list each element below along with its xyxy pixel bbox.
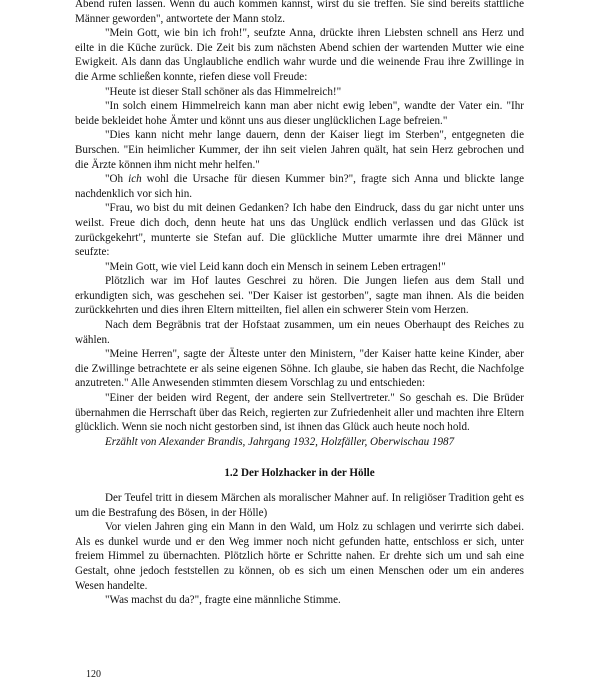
paragraph: "In solch einem Himmelreich kann man aber nicht ewig leben", wandte der Vater ein. "Ihr beide bekleidet hohe Ämter und könnt uns aus dieser unglücklichen Lage befreien." <box>75 100 524 127</box>
question-start: "Oh <box>105 173 129 186</box>
paragraph: "Meine Herren", sagte der Älteste unter den Ministern, "der Kaiser hatte keine Kinder, aber die Zwillinge betrachtete er als seine eigenen Söhne. Ich glaube, sie haben das Recht, die Nachfolge anzutreten." Alle Anwesenden stimmten diesem Vorschlag zu und entschieden: <box>75 348 524 390</box>
paragraph: Abend rufen lassen. Wenn du auch kommen kannst, wirst du sie treffen. Sie sind bereits stattliche Männer geworden", antwortete der Mann stolz. <box>75 0 524 25</box>
question-end: wohl die Ursache für diesen Kummer bin?", fragte sich Anna und blickte lange nachdenklich vor sich hin. <box>75 173 524 200</box>
page-number: 120 <box>86 669 101 680</box>
section-heading: 1.2 Der Holzhacker in der Hölle <box>224 467 375 479</box>
story-credit: Erzählt von Alexander Brandis, Jahrgang 1932, Holzfäller, Oberwischau 1987 <box>105 435 455 448</box>
paragraph-question <box>75 172 524 201</box>
paragraph: Der Teufel tritt in diesem Märchen als moralischer Mahner auf. In religiöser Tradition geht es um die Bestrafung des Bösen, in der Hölle) <box>75 492 524 519</box>
paragraph: Nach dem Begräbnis trat der Hofstaat zusammen, um ein neues Oberhaupt des Reiches zu wählen. <box>75 319 524 346</box>
paragraph: "Frau, wo bist du mit deinen Gedanken? Ich habe den Eindruck, dass du gar nicht unter uns weilst. Freue dich doch, denn heute hat uns das Unglück endlich verlassen und das Glück ist zurückgekehrt", munterte sie Stefan auf. Die glückliche Mutter umarmte ihre drei Männer und seufzte: <box>75 202 524 259</box>
paragraph: "Was machst du da?", fragte eine männliche Stimme. <box>105 594 341 607</box>
paragraph: "Dies kann nicht mehr lange dauern, denn der Kaiser liegt im Sterben", entgegneten die Burschen. "Ein heimlicher Kummer, der ihn seit vielen Jahren quält, hat sein Herz gebrochen und die Ärzte können ihm nicht mehr helfen." <box>75 129 524 171</box>
story-text <box>75 0 524 449</box>
paragraph: Plötzlich war im Hof lautes Geschrei zu hören. Die Jungen liefen aus dem Stall und erkundigten sich, was geschehen sei. "Der Kaiser ist gestorben", sagte man ihnen. Als die beiden zurückkehrten und dies ihren Eltern mitteilten, fiel allen ein schwerer Stein vom Herzen. <box>75 275 524 317</box>
question-emphasis: ich <box>128 173 142 186</box>
paragraph: "Mein Gott, wie viel Leid kann doch ein Mensch in seinem Leben ertragen!" <box>105 260 446 273</box>
paragraph: Vor vielen Jahren ging ein Mann in den Wald, um Holz zu schlagen und verirrte sich dabei. Als es dunkel wurde und er den Weg immer noch nicht gefunden hatte, entschloss er sich, unter freiem Himmel zu übernachten. Plötzlich hörte er Schritte nahen. Er drehte sich um und sah eine Gestalt, ohne jedoch feststellen zu können, ob es sich um einen Menschen oder um ein anderes Wesen handelte. <box>75 521 524 592</box>
section-text <box>75 491 524 608</box>
paragraph: "Heute ist dieser Stall schöner als das Himmelreich!" <box>105 85 342 98</box>
paragraph: "Mein Gott, wie bin ich froh!", seufzte Anna, drückte ihren Liebsten schnell ans Herz und eilte in die Küche zurück. Die Zeit bis zum nächsten Abend schien der wartenden Mutter wie eine Ewigkeit. Als dann das Unglaubliche endlich wahr wurde und die weinende Frau ihre Zwillinge in die Arme schließen konnte, riefen diese voll Freude: <box>75 27 524 83</box>
paragraph: "Einer der beiden wird Regent, der andere sein Stellvertreter." So geschah es. Die Brüder übernahmen die Herrschaft über das Reich, regierten zur Zufriedenheit aller und machten ihre Eltern glücklich. Wenn sie noch nicht gestorben sind, ist ihnen das Glück auch heute noch hold. <box>75 392 524 434</box>
